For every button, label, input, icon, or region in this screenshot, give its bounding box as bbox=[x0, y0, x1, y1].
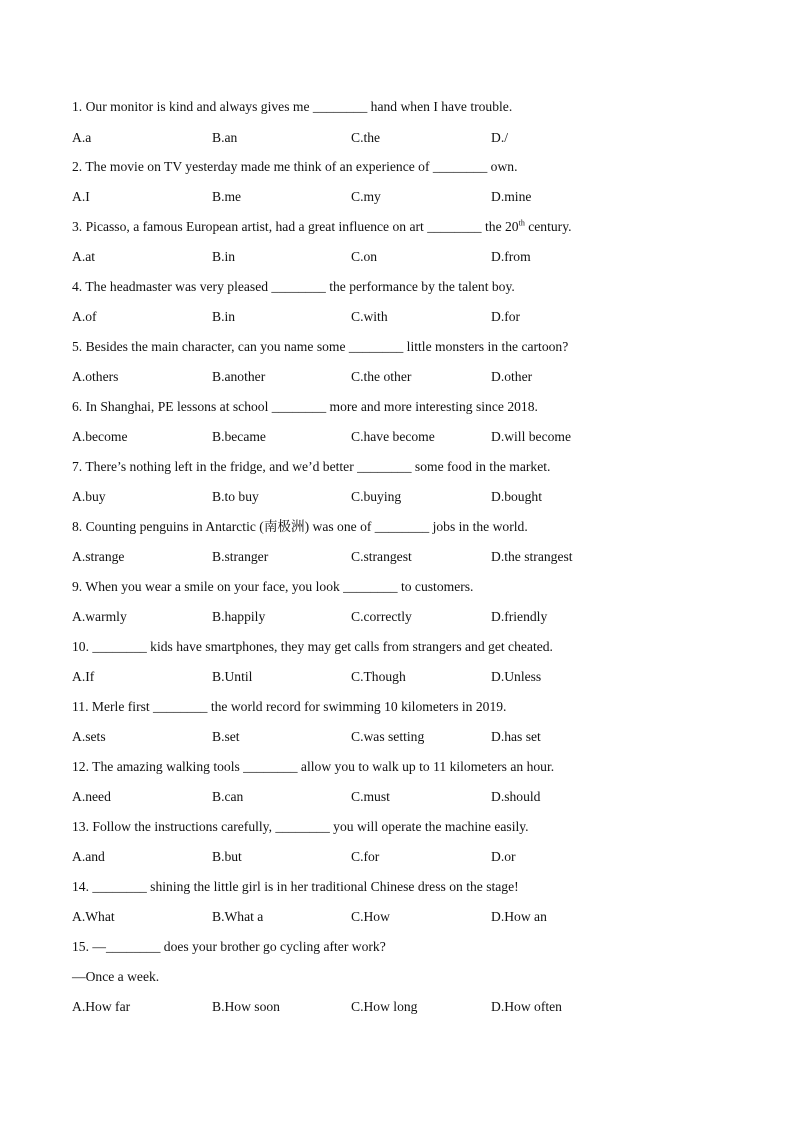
option-c: C.the bbox=[351, 130, 381, 145]
option-d: D.the strangest bbox=[491, 549, 573, 564]
question-number: 8. bbox=[72, 519, 83, 534]
options-1 bbox=[72, 131, 772, 147]
option-c: C.with bbox=[351, 309, 388, 324]
option-d: D.should bbox=[491, 789, 541, 804]
option-c: C.my bbox=[351, 189, 381, 204]
question-13 bbox=[72, 820, 529, 834]
option-a: A.of bbox=[72, 309, 97, 324]
question-text: Picasso, a famous European artist, had a great influence on art ________ the 20 bbox=[85, 219, 519, 234]
question-12 bbox=[72, 760, 554, 774]
option-b: B.but bbox=[212, 849, 242, 864]
question-15 bbox=[72, 940, 386, 954]
question-10 bbox=[72, 640, 553, 654]
option-b: B.How soon bbox=[212, 999, 280, 1014]
option-d: D.Unless bbox=[491, 669, 542, 684]
option-b: B.in bbox=[212, 309, 236, 324]
options-11 bbox=[72, 730, 772, 746]
question-text: When you wear a smile on your face, you look ________ to customers. bbox=[85, 579, 474, 594]
question-text: The movie on TV yesterday made me think of an experience of ________ own. bbox=[85, 159, 518, 174]
option-a: A.become bbox=[72, 429, 128, 444]
question-number: 11. bbox=[72, 699, 89, 714]
option-a: A.at bbox=[72, 249, 96, 264]
option-d: D.or bbox=[491, 849, 516, 864]
options-5 bbox=[72, 370, 772, 386]
question-text: There’s nothing left in the fridge, and we’d better ________ some food in the market. bbox=[85, 459, 551, 474]
question-text: The amazing walking tools ________ allow you to walk up to 11 kilometers an hour. bbox=[92, 759, 555, 774]
option-b: B.happily bbox=[212, 609, 266, 624]
question-15-reply: —Once a week. bbox=[72, 969, 160, 984]
question-2 bbox=[72, 160, 517, 174]
question-text: Merle first ________ the world record for swimming 10 kilometers in 2019. bbox=[91, 699, 507, 714]
question-text: ________ kids have smartphones, they may get calls from strangers and get cheated. bbox=[92, 639, 553, 654]
option-b: B.another bbox=[212, 369, 266, 384]
question-text: —________ does your brother go cycling after work? bbox=[92, 939, 386, 954]
option-d: D.bought bbox=[491, 489, 542, 504]
option-a: A.buy bbox=[72, 489, 106, 504]
question-number: 9. bbox=[72, 579, 83, 594]
question-number: 10. bbox=[72, 639, 89, 654]
question-text-end: century. bbox=[524, 219, 572, 234]
option-b: B.can bbox=[212, 789, 244, 804]
question-text: Besides the main character, can you name some ________ little monsters in the cartoon? bbox=[85, 339, 569, 354]
option-b: B.an bbox=[212, 130, 238, 145]
option-c: C.the other bbox=[351, 369, 412, 384]
question-text: Follow the instructions carefully, ________ you will operate the machine easily. bbox=[92, 819, 529, 834]
question-8 bbox=[72, 520, 528, 534]
option-a: A.warmly bbox=[72, 609, 127, 624]
question-number: 1. bbox=[72, 99, 83, 114]
option-d: D.for bbox=[491, 309, 521, 324]
option-a: A.others bbox=[72, 369, 119, 384]
options-9 bbox=[72, 610, 772, 626]
options-10 bbox=[72, 670, 772, 686]
option-d: D.from bbox=[491, 249, 531, 264]
option-a: A.If bbox=[72, 669, 95, 684]
question-3 bbox=[72, 220, 572, 234]
option-c: C.for bbox=[351, 849, 380, 864]
option-a: A.How far bbox=[72, 999, 131, 1014]
question-9 bbox=[72, 580, 473, 594]
option-b: B.What a bbox=[212, 909, 264, 924]
option-c: C.was setting bbox=[351, 729, 425, 744]
option-c: C.How bbox=[351, 909, 390, 924]
option-d: D.How often bbox=[491, 999, 562, 1014]
question-number: 12. bbox=[72, 759, 89, 774]
superscript: th bbox=[518, 218, 525, 228]
option-a: A.need bbox=[72, 789, 111, 804]
options-8 bbox=[72, 550, 772, 566]
option-a: A.a bbox=[72, 130, 92, 145]
question-text: In Shanghai, PE lessons at school ________ more and more interesting since 2018. bbox=[85, 399, 538, 414]
option-c: C.Though bbox=[351, 669, 406, 684]
question-number: 5. bbox=[72, 339, 83, 354]
question-number: 2. bbox=[72, 159, 83, 174]
question-text: ________ shining the little girl is in her traditional Chinese dress on the stage! bbox=[92, 879, 519, 894]
question-text: The headmaster was very pleased ________ the performance by the talent boy. bbox=[85, 279, 515, 294]
option-b: B.to buy bbox=[212, 489, 259, 504]
options-6 bbox=[72, 430, 772, 446]
option-c: C.How long bbox=[351, 999, 418, 1014]
option-c: C.strangest bbox=[351, 549, 412, 564]
option-a: A.sets bbox=[72, 729, 106, 744]
question-text: Counting penguins in Antarctic (南极洲) was one of ________ jobs in the world. bbox=[85, 519, 528, 534]
question-7 bbox=[72, 460, 550, 474]
question-4 bbox=[72, 280, 515, 294]
options-13 bbox=[72, 850, 772, 866]
option-c: C.on bbox=[351, 249, 378, 264]
option-c: C.correctly bbox=[351, 609, 412, 624]
option-a: A.and bbox=[72, 849, 105, 864]
question-number: 13. bbox=[72, 819, 89, 834]
options-12 bbox=[72, 790, 772, 806]
option-b: B.set bbox=[212, 729, 240, 744]
option-d: D.mine bbox=[491, 189, 532, 204]
question-number: 6. bbox=[72, 399, 83, 414]
option-c: C.must bbox=[351, 789, 390, 804]
question-14 bbox=[72, 880, 519, 894]
option-b: B.stranger bbox=[212, 549, 269, 564]
option-d: D.How an bbox=[491, 909, 547, 924]
option-d: D.other bbox=[491, 369, 533, 384]
options-3 bbox=[72, 250, 772, 266]
question-number: 4. bbox=[72, 279, 83, 294]
question-number: 14. bbox=[72, 879, 89, 894]
question-number: 7. bbox=[72, 459, 83, 474]
options-7 bbox=[72, 490, 772, 506]
option-b: B.me bbox=[212, 189, 242, 204]
option-b: B.Until bbox=[212, 669, 253, 684]
option-a: A.What bbox=[72, 909, 115, 924]
option-d: D./ bbox=[491, 130, 508, 145]
option-b: B.became bbox=[212, 429, 266, 444]
option-d: D.has set bbox=[491, 729, 541, 744]
options-15 bbox=[72, 1000, 772, 1016]
question-number: 15. bbox=[72, 939, 89, 954]
options-4 bbox=[72, 310, 772, 326]
option-c: C.have become bbox=[351, 429, 435, 444]
question-11 bbox=[72, 700, 506, 714]
option-d: D.will become bbox=[491, 429, 572, 444]
question-5 bbox=[72, 340, 568, 354]
question-6 bbox=[72, 400, 538, 414]
question-1 bbox=[72, 100, 512, 114]
option-d: D.friendly bbox=[491, 609, 548, 624]
options-2 bbox=[72, 190, 772, 206]
options-14 bbox=[72, 910, 772, 926]
question-text: Our monitor is kind and always gives me ________ hand when I have trouble. bbox=[85, 99, 513, 114]
option-a: A.I bbox=[72, 189, 90, 204]
question-number: 3. bbox=[72, 219, 83, 234]
option-a: A.strange bbox=[72, 549, 125, 564]
option-c: C.buying bbox=[351, 489, 402, 504]
option-b: B.in bbox=[212, 249, 236, 264]
